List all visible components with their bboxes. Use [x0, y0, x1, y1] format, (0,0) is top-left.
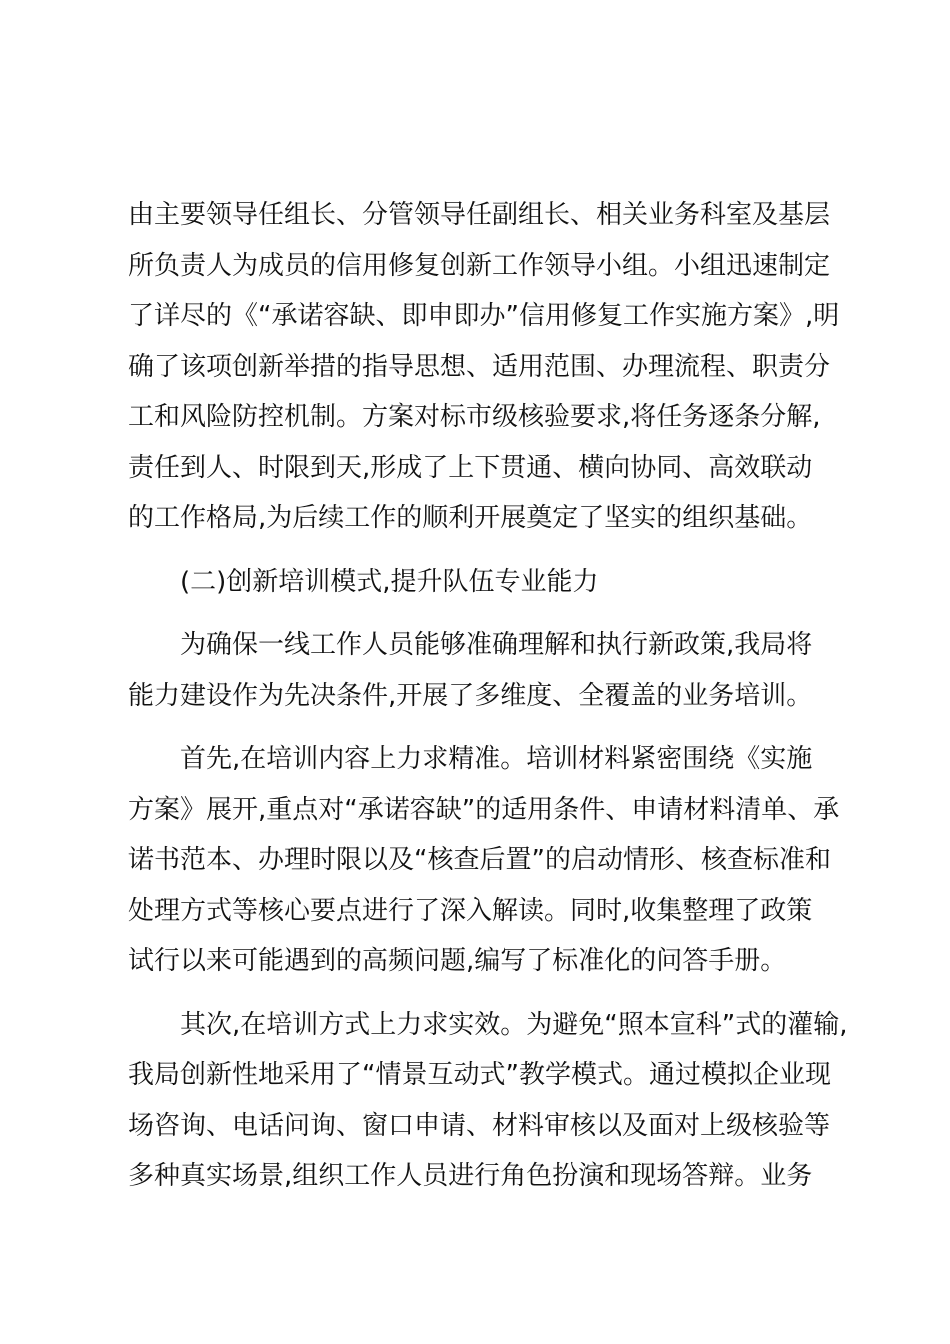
text-line: 方案》展开,重点对“承诺容缺”的适用条件、申请材料清单、承 — [128, 794, 840, 825]
paragraph-training-intro — [128, 620, 828, 721]
text-line: 能力建设作为先决条件,开展了多维度、全覆盖的业务培训。 — [128, 680, 813, 711]
heading-text: (二)创新培训模式,提升队伍专业能力 — [180, 566, 599, 597]
section-heading-training — [128, 557, 828, 608]
text-line: 所负责人为成员的信用修复创新工作领导小组。小组迅速制定 — [128, 250, 831, 281]
text-line: 场咨询、电话问询、窗口申请、材料审核以及面对上级核验等 — [128, 1110, 831, 1141]
text-line: 其次,在培训方式上力求实效。为避免“照本宣科”式的灌输, — [180, 1009, 848, 1040]
text-line: 我局创新性地采用了“情景互动式”教学模式。通过模拟企业现 — [128, 1060, 831, 1090]
text-line: 诺书范本、办理时限以及“核查后置”的启动情形、核查标准和 — [128, 845, 831, 875]
text-line: 的工作格局,为后续工作的顺利开展奠定了坚实的组织基础。 — [128, 503, 813, 533]
paragraph-training-method — [128, 1000, 848, 1202]
paragraph-leadership-group — [128, 190, 840, 544]
text-line: 了详尽的《“承诺容缺、即申即办”信用修复工作实施方案》,明 — [128, 301, 840, 331]
text-line: 为确保一线工作人员能够准确理解和执行新政策,我局将 — [180, 630, 813, 660]
text-line: 处理方式等核心要点进行了深入解读。同时,收集整理了政策 — [128, 895, 813, 926]
text-line: 工和风险防控机制。方案对标市级核验要求,将任务逐条分解, — [128, 402, 821, 432]
text-line: 由主要领导任组长、分管领导任副组长、相关业务科室及基层 — [128, 200, 831, 230]
text-line: 多种真实场景,组织工作人员进行角色扮演和现场答辩。业务 — [128, 1161, 813, 1191]
text-line: 责任到人、时限到天,形成了上下贯通、横向协同、高效联动 — [128, 452, 813, 483]
text-line: 首先,在培训内容上力求精准。培训材料紧密围绕《实施 — [180, 744, 813, 774]
text-line: 试行以来可能遇到的高频问题,编写了标准化的问答手册。 — [128, 946, 787, 976]
paragraph-training-content — [128, 734, 840, 987]
text-line: 确了该项创新举措的指导思想、适用范围、办理流程、职责分 — [128, 351, 831, 382]
document-body — [128, 190, 848, 1215]
